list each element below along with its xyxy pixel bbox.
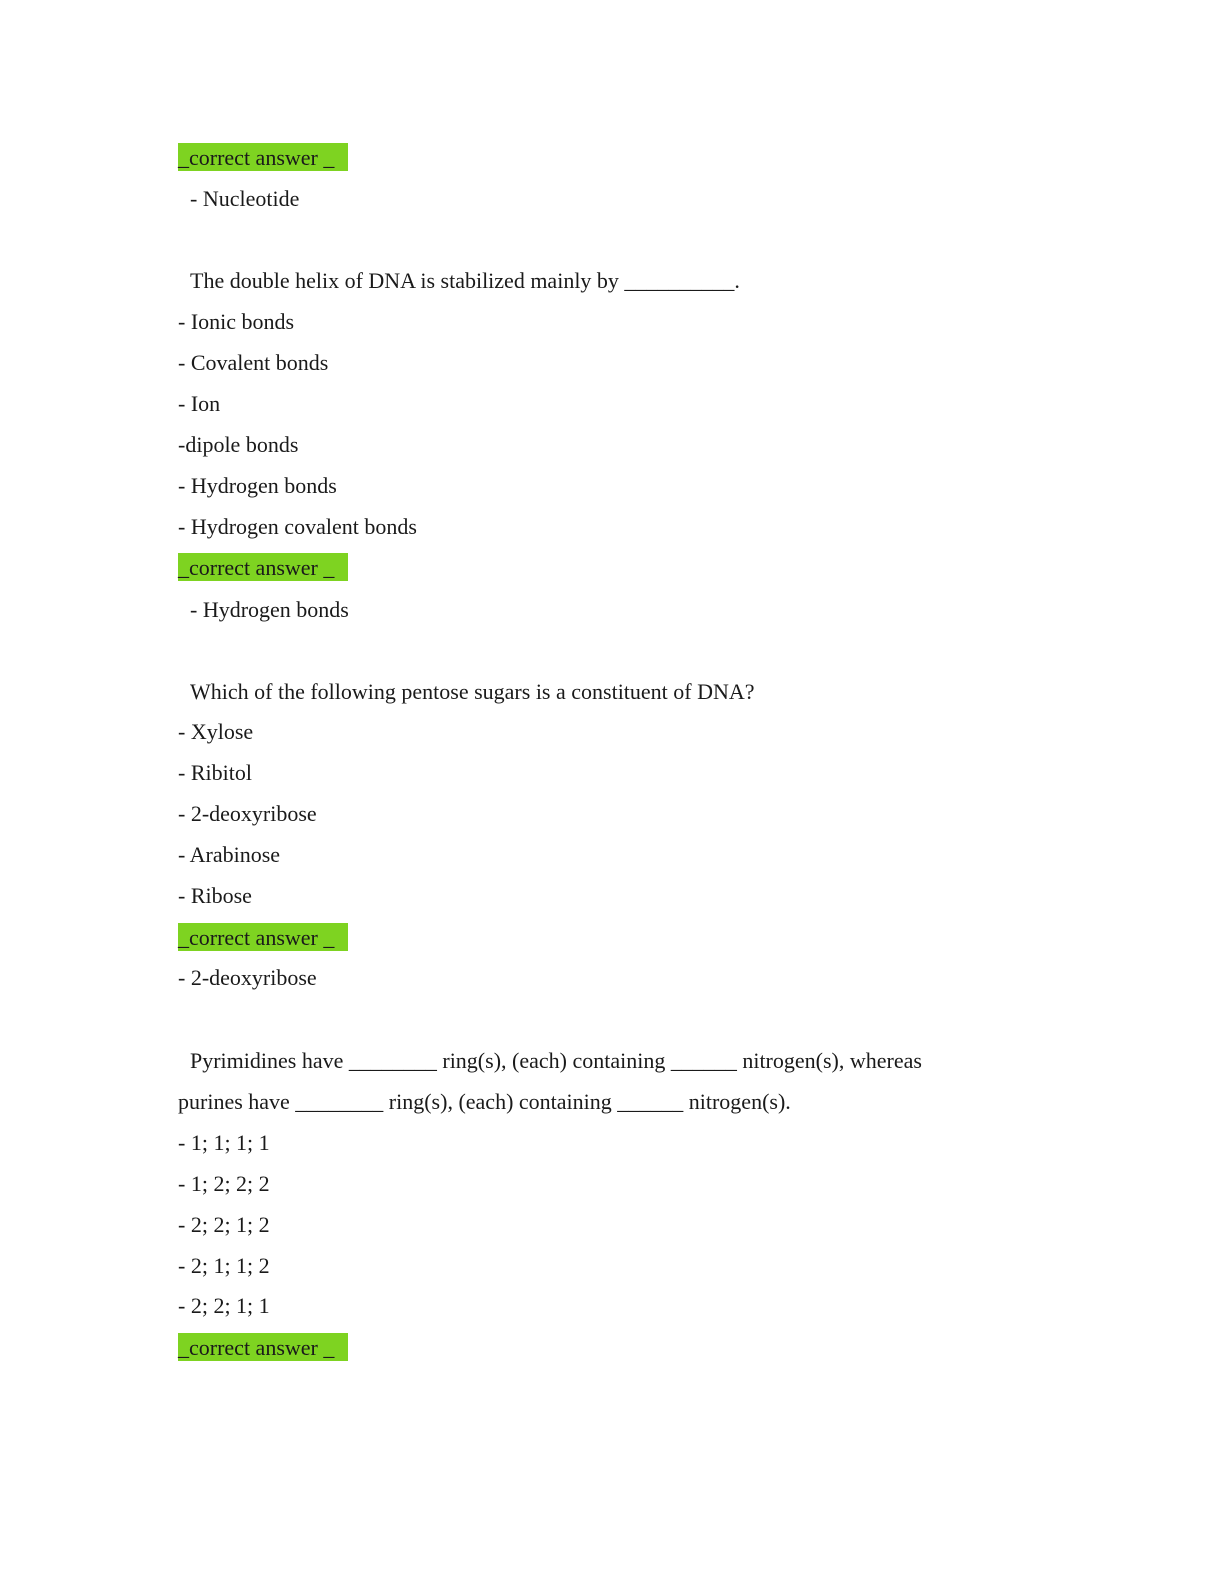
option-item: - 1; 2; 2; 2 (178, 1171, 270, 1196)
option-item: - Arabinose (178, 842, 281, 867)
answer-text: - Hydrogen bonds (190, 597, 349, 622)
option-item: - 2; 2; 1; 1 (178, 1293, 270, 1318)
option-item: - Ionic bonds (178, 309, 295, 334)
option-item: - 2; 1; 1; 2 (178, 1253, 270, 1278)
option-item: - Hydrogen covalent bonds (178, 514, 417, 539)
correct-answer-badge: _correct answer _ (178, 143, 348, 171)
option-item: - Covalent bonds (178, 350, 329, 375)
option-item: - 2-deoxyribose (178, 801, 317, 826)
option-item: - 1; 1; 1; 1 (178, 1130, 270, 1155)
option-item: - Xylose (178, 719, 254, 744)
correct-answer-badge: _correct answer _ (178, 923, 348, 951)
question-text: Pyrimidines have ________ ring(s), (each) containing ______ nitrogen(s), whereas (190, 1048, 922, 1073)
option-item: - Hydrogen bonds (178, 473, 337, 498)
answer-text: - Nucleotide (190, 186, 300, 211)
correct-answer-badge: _correct answer _ (178, 1333, 348, 1361)
option-item: - 2; 2; 1; 2 (178, 1212, 270, 1237)
correct-answer-badge: _correct answer _ (178, 553, 348, 581)
question-text: The double helix of DNA is stabilized mainly by __________. (190, 268, 740, 293)
option-item: -dipole bonds (178, 432, 299, 457)
option-item: - Ion (178, 391, 221, 416)
option-item: - Ribitol (178, 760, 252, 785)
answer-text: - 2-deoxyribose (178, 965, 317, 990)
option-item: - Ribose (178, 883, 252, 908)
question-text: Which of the following pentose sugars is a constituent of DNA? (190, 679, 755, 704)
question-text: purines have ________ ring(s), (each) containing ______ nitrogen(s). (178, 1089, 791, 1114)
